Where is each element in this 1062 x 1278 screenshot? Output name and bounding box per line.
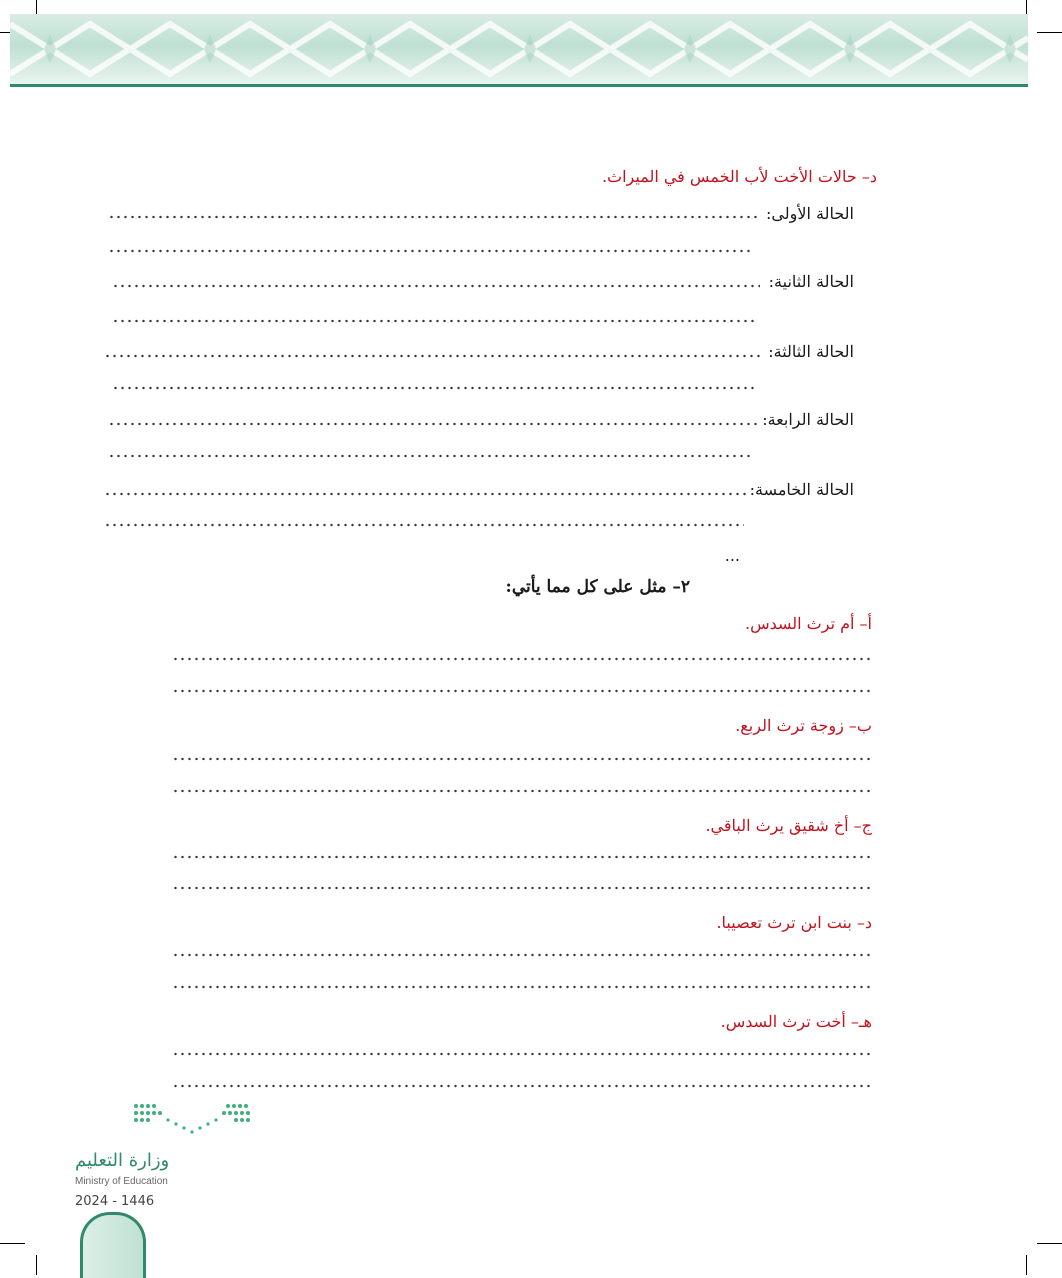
answer-line[interactable]	[104, 491, 749, 497]
case-label: الحالة الأولى:	[766, 204, 854, 223]
case-label: الحالة الرابعة:	[762, 410, 854, 429]
item-label: أ– أم ترث السدس.	[744, 614, 872, 633]
ellipsis: ...	[724, 546, 740, 565]
answer-line[interactable]	[172, 885, 872, 891]
crop-mark	[36, 1255, 37, 1275]
answer-line[interactable]	[172, 984, 872, 990]
answer-line[interactable]	[112, 385, 757, 391]
answer-line[interactable]	[104, 522, 744, 528]
header-banner	[10, 14, 1028, 84]
crop-mark	[1037, 1243, 1062, 1244]
edition-year: 2024 - 1446	[75, 1194, 155, 1209]
footer-arch	[80, 1212, 146, 1278]
answer-line[interactable]	[108, 248, 753, 254]
answer-line[interactable]	[172, 1051, 872, 1057]
answer-line[interactable]	[172, 756, 872, 762]
ministry-name-ar: وزارة التعليم	[75, 1150, 170, 1171]
item-label: د– بنت ابن ترث تعصيبا.	[716, 913, 872, 932]
case-label: الحالة الخامسة:	[749, 480, 854, 499]
answer-line[interactable]	[172, 952, 872, 958]
answer-line[interactable]	[108, 214, 758, 220]
islamic-pattern-icon	[10, 14, 1028, 84]
answer-line[interactable]	[172, 688, 872, 694]
answer-line[interactable]	[172, 854, 872, 860]
answer-line[interactable]	[108, 453, 753, 459]
answer-line[interactable]	[172, 1083, 872, 1089]
answer-line[interactable]	[104, 353, 760, 359]
answer-line[interactable]	[172, 788, 872, 794]
answer-line[interactable]	[112, 318, 757, 324]
case-label: الحالة الثالثة:	[768, 342, 854, 361]
item-label: هـ– أخت ترث السدس.	[720, 1012, 872, 1031]
section-heading: د– حالات الأخت لأب الخمس في الميراث.	[601, 167, 877, 186]
item-label: ب– زوجة ترث الربع.	[735, 716, 872, 735]
case-label: الحالة الثانية:	[768, 272, 854, 291]
answer-line[interactable]	[172, 656, 872, 662]
header-rule	[10, 84, 1028, 87]
ministry-name-en: Ministry of Education	[75, 1176, 168, 1187]
item-label: ج– أخ شقيق يرث الباقي.	[705, 816, 872, 835]
crop-mark	[1037, 32, 1062, 33]
crop-mark	[0, 1243, 25, 1244]
question-title: ٢– مثل على كل مما يأتي:	[505, 577, 690, 597]
answer-line[interactable]	[108, 421, 760, 427]
answer-line[interactable]	[112, 283, 760, 289]
crop-mark	[1026, 1255, 1027, 1275]
